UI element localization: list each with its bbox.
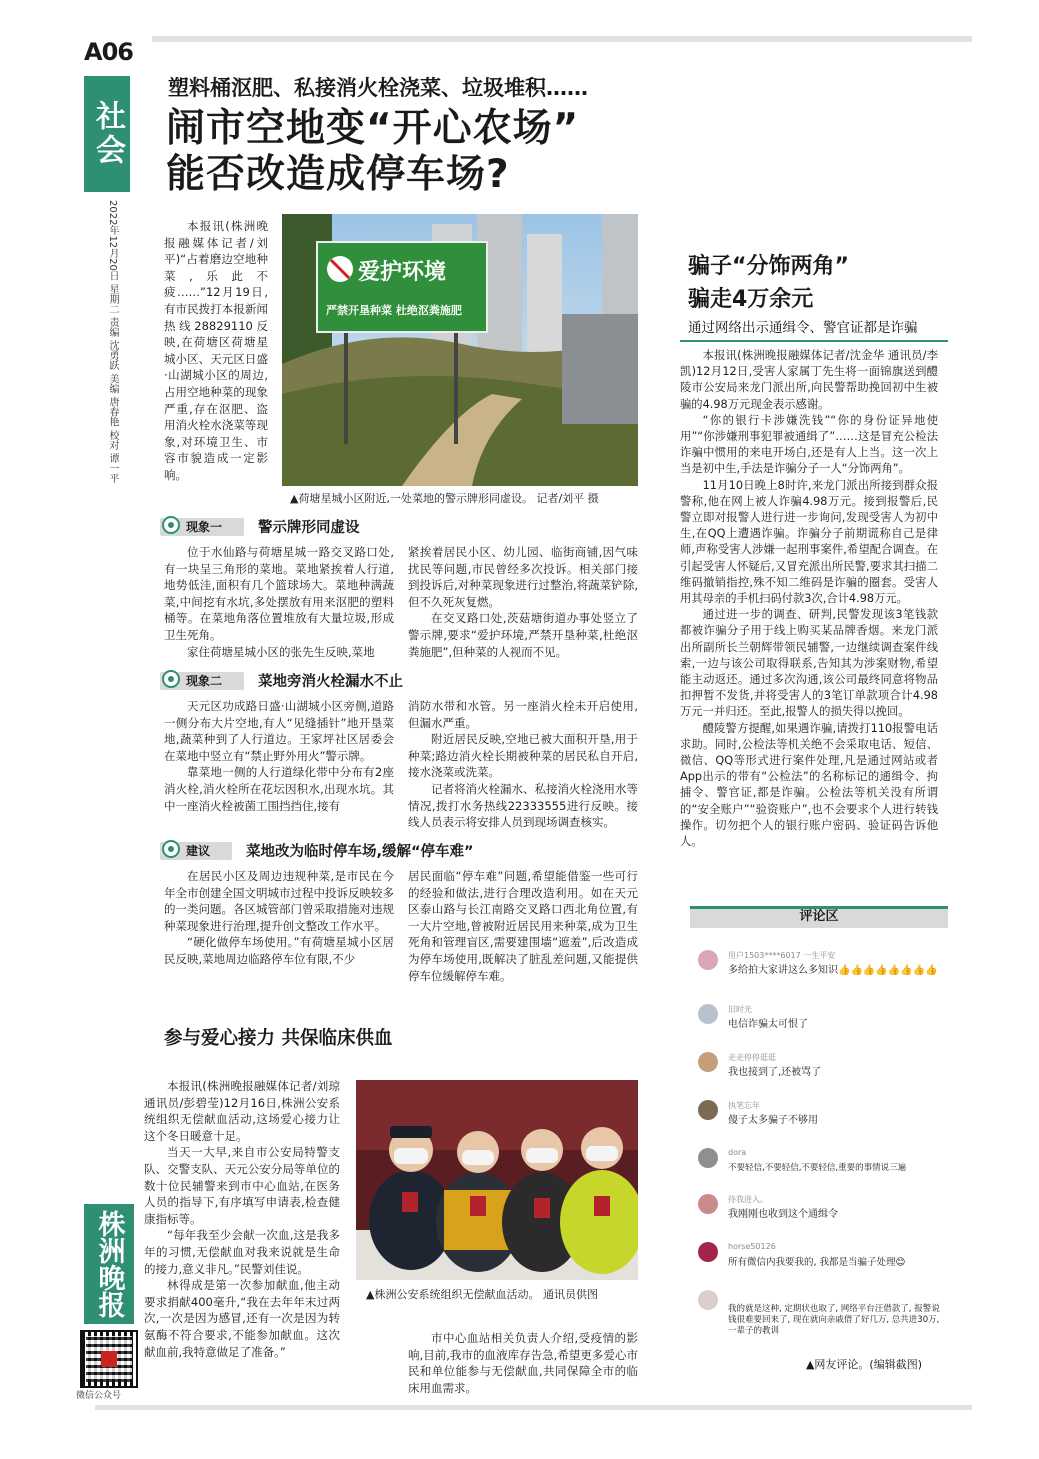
avatar — [698, 1052, 718, 1072]
main-headline — [166, 106, 579, 198]
section-label: 社会 — [84, 76, 130, 192]
comment-text: 我也接到了,还被骂了 — [728, 1067, 822, 1078]
section3-tag: 建议 — [160, 842, 232, 860]
headline-line-1: 闹市空地变“开心农场” — [166, 106, 580, 151]
comment-user: 执笔忘年 — [728, 1101, 760, 1110]
avatar — [698, 1194, 718, 1214]
comment-user: 旧时光 — [728, 1005, 752, 1014]
date-editor-strip: 2022年12月20日 星期二 责编 沈勇跃 美编 唐春艳 校对 谭一平 — [107, 200, 118, 484]
comment-text: 多给拍大家讲这么多知识👍👍👍👍👍👍👍👍 — [728, 965, 938, 976]
comment-text: 我的就是这种, 定期状也取了, 网络平台汪借款了, 报警说钱很难要回来了, 现在就向亲戚借了好几万, 总共进30万, 一辈子的教训 — [728, 1304, 940, 1336]
section3-title: 菜地改为临时停车场,缓解“停车难” — [246, 844, 474, 860]
comment-text: 不要轻信,不要轻信,不要轻信,重要的事情说三遍 — [728, 1163, 907, 1173]
newspaper-logo: 株洲晚报 — [84, 1204, 134, 1324]
avatar — [698, 950, 718, 970]
avatar — [698, 1290, 718, 1310]
comment-text: 电信诈骗太可恨了 — [728, 1019, 808, 1030]
avatar — [698, 1004, 718, 1024]
section1-col2: 紧挨着居民小区、幼儿园、临街商铺,因气味扰民等问题,市民曾经多次投诉。相关部门接到投诉后,对种菜现象进行过整治,将蔬菜铲除,但不久死灰复燃。 在交叉路口处,茨菇塘街道办事处竖立了警示牌,要求“爱护环境,严禁开垦种菜,杜绝沤粪施肥”,但种菜的人视而不见。 — [408, 545, 638, 659]
main-intro: 本报讯(株洲晚报融媒体记者/刘平)“占着磨边空地种菜,乐此不疲……”12月19日,有市民拨打本报新闻热线28829110反映,在荷塘区荷塘星城小区、天元区日盛·山湖城小区的周边,占用空地种菜的现象严重,存在沤肥、盗用消火栓水浇菜等现象,对环境卫生、市容市貌造成一定影响。 — [164, 219, 268, 482]
avatar — [698, 1148, 718, 1168]
comments-header: 评论区 — [690, 906, 948, 928]
main-photo-caption: ▲荷塘星城小区附近,一处菜地的警示牌形同虚设。 记者/刘平 摄 — [290, 492, 599, 505]
vegetable-field-photo — [282, 214, 638, 486]
comment-text: 我刚刚也收到这个通缉令 — [728, 1209, 838, 1220]
fraud-rule — [680, 340, 948, 342]
fraud-headline-line-1: 骗子“分饰两角” — [688, 254, 849, 279]
comment-user: 待我进入。 — [728, 1195, 768, 1204]
section2-col1: 天元区功成路日盛·山湖城小区旁侧,道路一侧分布大片空地,有人“见缝插针”地开垦菜地,蔬菜种到了人行道边。王家坪社区居委会在菜地中竖立有“禁止野外用火”警示牌。 靠菜地一侧的人行道绿化带中分布有2座消火栓,消火栓所在花坛因积水,出现水坑。其中一座消火栓被菌工围挡挡住,接有 — [164, 699, 394, 813]
section2-col2: 消防水带和水管。另一座消火栓未开启使用,但漏水严重。 附近居民反映,空地已被大面积开垦,用于种菜;路边消火栓长期被种菜的居民私自开启,接水浇菜或洗菜。 记者将消火栓漏水、私接消火栓浇用水等情况,拨打水务热线22333555进行反映。接线人员表示将安排人员到现场调查核实。 — [408, 699, 638, 830]
comments-panel — [690, 906, 948, 1384]
sign-slogan: 严禁开垦种菜 杜绝沤粪施肥 — [326, 304, 462, 317]
section3-header — [160, 840, 474, 861]
avatar — [698, 1100, 718, 1120]
comment-user: 走走停停逛逛 — [728, 1053, 776, 1062]
headline-line-2: 能否改造成停车场? — [166, 152, 510, 197]
section1-col1: 位于水仙路与荷塘星城一路交叉路口处,有一块呈三角形的菜地。菜地紧挨着人行道,地势低洼,面积有几个篮球场大。菜地种满蔬菜,中间挖有水坑,多处摆放有用来沤肥的塑料桶等。在菜地角落位置堆放有大量垃圾,形成卫生死角。 家住荷塘星城小区的张先生反映,菜地 — [164, 545, 394, 659]
comment-text: 所有微信内我要我的, 我都是当骗子处理😊 — [728, 1257, 906, 1268]
qr-label: 微信公众号 — [76, 1391, 122, 1401]
blood-col1: 本报讯(株洲晚报融媒体记者/刘琼 通讯员/彭碧莹)12月16日,株洲公安系统组织无偿献血活动,这场爱心接力让这个冬日暖意十足。 当天一大早,来自市公安局特警支队、交警支队、天元公安分局等单位的数十位民辅警来到市中心血站,在医务人员的指导下,有序填写申请表,检查健康指标等。 “每年我至少会献一次血,这是我多年的习惯,无偿献血对我来说就是生命的接力,意义非凡。”民警刘佳说。 林得成是第一次参加献血,他主动要求捐献400毫升,“我在去年年末过两次,一次是因为感冒,还有一次是因为转氨酶不符合要求,不能参加献血。这次献血前,我特意做足了准备。” — [144, 1079, 340, 1359]
main-kicker: 塑料桶沤肥、私接消火栓浇菜、垃圾堆积…… — [168, 76, 588, 100]
main-photo — [282, 214, 638, 486]
section3-col1: 在居民小区及周边违规种菜,是市民在今年全市创建全国文明城市过程中投诉反映较多的一类问题。各区城管部门曾采取措施对违规种菜现象进行治理,提升创文整改工作水平。 “硬化做停车场使用。”有荷塘星城小区居民反映,菜地周边临路停车位有限,不少 — [164, 869, 394, 966]
blood-col2: 市中心血站相关负责人介绍,受疫情的影响,目前,我市的血液库存告急,希望更多爱心市民和单位能参与无偿献血,共同保障全市的临床用血需求。 — [408, 1331, 638, 1395]
blood-headline: 参与爱心接力 共保临床供血 — [164, 1028, 393, 1049]
fraud-body: 本报讯(株洲晚报融媒体记者/沈金华 通讯员/李凯)12月12日,受害人家属丁先生将一面锦旗送到醴陵市公安局来龙门派出所,向民警帮助挽回初中生被骗的4.98万元现金表示感谢。 “你的银行卡涉嫌洗钱”“你的身份证异地使用”“你涉嫌刑事犯罪被通缉了”……这是冒充公检法诈骗中惯用的来电开场白,还是有人上当。这一次上当是初中生,手法是诈骗分子一人“分饰两角”。 11月10日晚上8时许,来龙门派出所接到群众报警称,他在网上被人诈骗4.98万元。接到报警后,民警立即对报警人进行进一步询问,发现受害人为初中生,在QQ上遭遇诈骗。诈骗分子前期谎称自己是律师,声称受害人涉嫌一起刑事案件,希望配合调查。在引起受害人怀疑后,又冒充派出所民警,要求其扫描二维码撤销指控,殊不知二维码是诈骗的圈套。受害人用其母亲的手机扫码付款3次,合计4.98万元。 通过进一步的调查、研判,民警发现该3笔钱款都被诈骗分子用于线上购买某品牌香烟。来龙门派出所副所长兰朝辉带领民辅警,一边继续调查案件线索,一边与该公司取得联系,告知其为涉案财物,希望能主动返还。通过多次沟通,该公司最终同意将物品扣押暂不发货,并将受害人的3笔订单款项合计4.98万元一并归还。至此,报警人的损失得以挽回。 醴陵警方提醒,如果遇诈骗,请拨打110报警电话求助。同时,公检法等机关绝不会采取电话、短信、微信、QQ等形式进行案件处理,凡是通过网站或者App出示的带有“公检法”的名称标记的通缉令、拘捕令、警官证,都是诈骗。公检法等机关没有所谓的“安全账户”“验资账户”,也不会要求个人进行转钱操作。切勿把个人的银行账户密码、验证码告诉他人。 — [680, 349, 938, 849]
page-number: A06 — [84, 38, 133, 66]
fraud-headline-line-2: 骗走4万余元 — [688, 287, 814, 312]
comment-user: horse50126 — [728, 1242, 776, 1251]
section3-col2: 居民面临“停车难”问题,希望能借鉴一些可行的经验和做法,进行合理改造利用。如在天元区泰山路与长江南路交叉路口西北角位置,有一大片空地,曾被附近居民用来种菜,成为卫生死角和管理盲区,需要建围墙“遮羞”,后改造成为停车场使用,既解决了脏乱差问题,又能提供停车位缓解停车难。 — [408, 869, 638, 983]
comment-user: 用户1503****6017 一生平安 — [728, 951, 836, 960]
section2-tag: 现象二 — [160, 672, 244, 690]
comment-text: 傻子太多骗子不够用 — [728, 1115, 818, 1126]
fraud-headline — [688, 250, 849, 316]
qr-code-icon[interactable] — [80, 1330, 138, 1388]
section1-title: 警示牌形同虚设 — [258, 520, 360, 536]
blood-photo — [356, 1080, 638, 1280]
section1-header — [160, 516, 360, 537]
comments-note: ▲网友评论。(编辑截图) — [805, 1358, 922, 1371]
fraud-subtitle: 通过网络出示通缉令、警官证都是诈骗 — [688, 320, 918, 336]
sign-title: 爱护环境 — [358, 260, 447, 285]
section2-header — [160, 670, 403, 691]
top-rule — [152, 36, 972, 42]
comment-user: dora — [728, 1148, 747, 1157]
police-donors-photo — [356, 1080, 638, 1280]
blood-photo-caption: ▲株洲公安系统组织无偿献血活动。 通讯员供图 — [366, 1288, 598, 1301]
section1-tag: 现象一 — [160, 518, 244, 536]
avatar — [698, 1242, 718, 1262]
bottom-rule — [95, 1405, 972, 1410]
section2-title: 菜地旁消火栓漏水不止 — [258, 674, 404, 690]
